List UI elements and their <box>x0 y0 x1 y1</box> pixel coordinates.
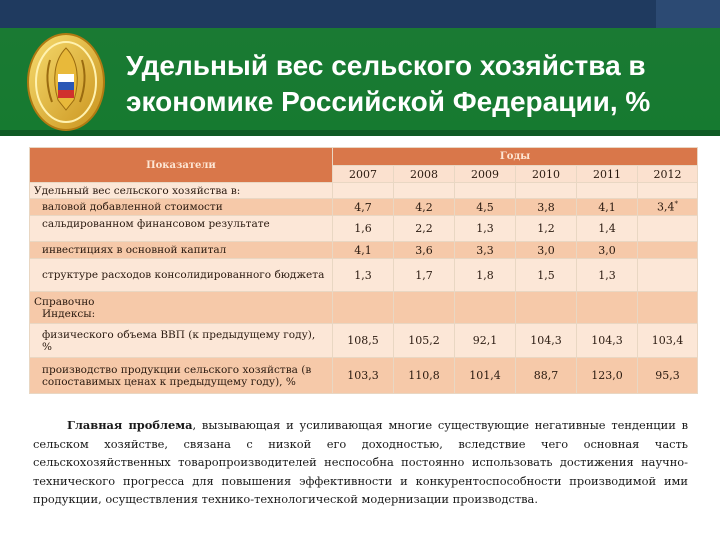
value-cell: 1,8 <box>455 259 516 292</box>
value-cell: 123,0 <box>577 358 638 394</box>
year-cell: 2007 <box>333 166 394 183</box>
table-row <box>30 324 698 358</box>
value-cell: 104,3 <box>577 324 638 358</box>
title-line-1: Удельный вес сельского хозяйства в <box>126 50 646 81</box>
value-text: 3,4 <box>657 200 675 214</box>
value-cell: 4,7 <box>333 199 394 216</box>
value-cell: 2,2 <box>394 216 455 242</box>
table-row <box>30 292 698 324</box>
value-cell: 3,0 <box>577 242 638 259</box>
value-cell <box>638 259 698 292</box>
value-cell: 1,3 <box>577 259 638 292</box>
value-cell: 110,8 <box>394 358 455 394</box>
year-cell: 2008 <box>394 166 455 183</box>
indicators-header: Показатели <box>30 148 333 183</box>
value-cell <box>455 292 516 324</box>
value-cell: 3,6 <box>394 242 455 259</box>
value-cell: 1,3 <box>455 216 516 242</box>
row-label: физического объема ВВП (к предыдущему году), % <box>30 324 333 358</box>
value-cell: 3,0 <box>516 242 577 259</box>
row-label: структуре расходов консолидированного бюджета <box>30 259 333 292</box>
value-cell <box>455 183 516 199</box>
value-cell: 108,5 <box>333 324 394 358</box>
value-cell: 3,8 <box>516 199 577 216</box>
ministry-emblem-icon <box>24 30 108 134</box>
footnote-mark: * <box>674 200 679 209</box>
table-row <box>30 199 698 216</box>
row-label: инвестициях в основной капитал <box>30 242 333 259</box>
value-cell: 104,3 <box>516 324 577 358</box>
value-cell <box>638 199 698 216</box>
value-cell <box>638 183 698 199</box>
paragraph-text: , вызывающая и усиливающая многие существующие негативные тенденции в сельском хозяйстве, связана с низкой его доходностью, вследствие чего основная часть сельскохозяйственных товаропроизводителей неспособна постоянно использовать достижения научно-технического прогресса для повышения эффективности и конкурентоспособности производимой ими продукции, осуществления технико-технологической модернизации производства. <box>33 418 689 506</box>
row-label <box>30 292 333 324</box>
value-cell: 1,7 <box>394 259 455 292</box>
value-cell <box>516 183 577 199</box>
value-cell: 1,6 <box>333 216 394 242</box>
value-cell: 95,3 <box>638 358 698 394</box>
value-cell: 4,1 <box>333 242 394 259</box>
slide-title <box>126 48 706 120</box>
value-cell <box>577 292 638 324</box>
value-cell: 105,2 <box>394 324 455 358</box>
value-cell <box>394 292 455 324</box>
table-row <box>30 216 698 242</box>
value-cell <box>638 242 698 259</box>
value-cell: 1,5 <box>516 259 577 292</box>
year-cell: 2012 <box>638 166 698 183</box>
body-paragraph <box>33 416 688 509</box>
year-cell: 2009 <box>455 166 516 183</box>
row-label: производство продукции сельского хозяйства (в сопоставимых ценах к предыдущему году), % <box>30 358 333 394</box>
value-cell: 1,3 <box>333 259 394 292</box>
value-cell <box>394 183 455 199</box>
header-shadow <box>0 130 720 136</box>
value-cell <box>638 292 698 324</box>
paragraph <box>33 416 688 509</box>
value-cell: 103,4 <box>638 324 698 358</box>
row-label: Удельный вес сельского хозяйства в: <box>30 183 333 199</box>
value-cell: 88,7 <box>516 358 577 394</box>
indicators-table <box>29 147 698 394</box>
table-row <box>30 242 698 259</box>
value-cell: 92,1 <box>455 324 516 358</box>
title-line-2: экономике Российской Федерации, % <box>126 86 651 117</box>
problem-heading: Главная проблема <box>67 418 193 432</box>
value-cell: 1,2 <box>516 216 577 242</box>
top-bar-accent <box>656 0 720 28</box>
value-cell: 103,3 <box>333 358 394 394</box>
top-bar <box>0 0 720 28</box>
value-cell: 4,2 <box>394 199 455 216</box>
years-header: Годы <box>333 148 698 166</box>
value-cell: 4,1 <box>577 199 638 216</box>
table-row <box>30 358 698 394</box>
value-cell <box>333 292 394 324</box>
year-cell: 2010 <box>516 166 577 183</box>
value-cell: 101,4 <box>455 358 516 394</box>
value-cell <box>333 183 394 199</box>
value-cell <box>638 216 698 242</box>
value-cell: 3,3 <box>455 242 516 259</box>
indices-label: Индексы: <box>42 307 96 320</box>
value-cell <box>516 292 577 324</box>
value-cell <box>577 183 638 199</box>
year-cell: 2011 <box>577 166 638 183</box>
table-row <box>30 259 698 292</box>
row-label: сальдированном финансовом результате <box>30 216 333 242</box>
table-header-row <box>30 148 698 166</box>
reference-label: Справочно <box>34 295 95 308</box>
row-label: валовой добавленной стоимости <box>30 199 333 216</box>
table-row <box>30 183 698 199</box>
value-cell: 4,5 <box>455 199 516 216</box>
value-cell: 1,4 <box>577 216 638 242</box>
